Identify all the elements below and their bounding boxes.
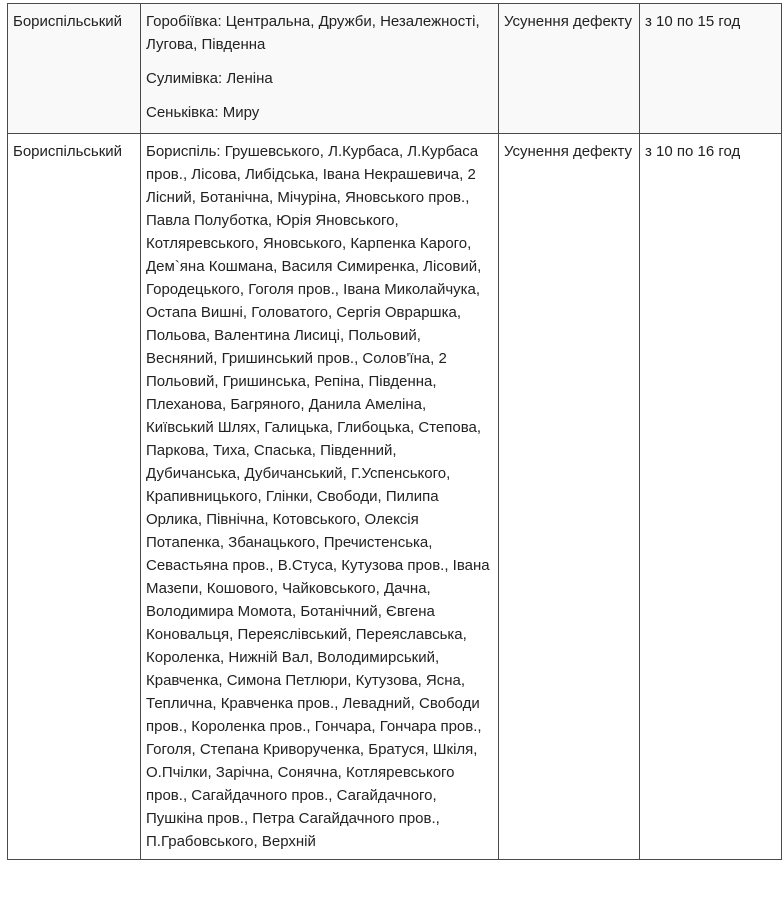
outage-table-container bbox=[7, 3, 781, 860]
table-row bbox=[8, 134, 782, 860]
table-row bbox=[8, 4, 782, 134]
locality-streets: Сулимівка: Леніна bbox=[146, 70, 273, 87]
streets-cell bbox=[141, 4, 499, 134]
time-cell: з 10 по 15 год bbox=[640, 4, 782, 134]
time-cell: з 10 по 16 год bbox=[640, 134, 782, 860]
streets-cell bbox=[141, 134, 499, 860]
reason-cell: Усунення дефекту bbox=[499, 4, 640, 134]
district-cell: Бориспільський bbox=[8, 134, 141, 860]
outage-schedule-table bbox=[7, 3, 782, 860]
locality-streets: Сеньківка: Миру bbox=[146, 104, 260, 121]
locality-streets: Бориспіль: Грушевського, Л.Курбаса, Л.Курбаса пров., Лісова, Либідська, Івана Некрашевича, 2 Лісний, Ботанічна, Мічуріна, Яновського пров., Павла Полуботка, Юрія Яновського, Котляревського, Яновського, Карпенка Карого, Дем`яна Кошмана, Василя Симиренка, Лісовий, Городецького, Гоголя пров., Івана Миколайчука, Остапа Вишні, Головатого, Сергія Овраршка, Польова, Валентина Лисиці, Польовий, Весняний, Гришинський пров., Солов'їна, 2 Польовий, Гришинська, Репіна, Південна, Плеханова, Багряного, Данила Амеліна, Київський Шлях, Галицька, Глибоцька, Степова, Паркова, Тиха, Спаська, Південний, Дубичанська, Дубичанський, Г.Успенського, Крапивницького, Глінки, Свободи, Пилипа Орлика, Північна, Котовського, Олексія Потапенка, Збанацького, Пречистенська, Севастьяна пров., В.Стуса, Кутузова пров., Івана Мазепи, Кошового, Чайковського, Дачна, Володимира Момота, Ботанічний, Євгена Коновальця, Переяслівський, Переяславська, Короленка, Нижній Вал, Володимирський, Кравченка, Симона Петлюри, Кутузова, Ясна, Теплична, Кравченка пров., Левадний, Свободи пров., Короленка пров., Гончара, Гончара пров., Гоголя, Степана Криворученка, Братуся, Шкіля, О.Пчілки, Зарічна, Сонячна, Котляревського пров., Сагайдачного пров., Сагайдачного, Пушкіна пров., Петра Сагайдачного пров., П.Грабовського, Верхній bbox=[146, 143, 490, 850]
district-cell: Бориспільський bbox=[8, 4, 141, 134]
reason-cell: Усунення дефекту bbox=[499, 134, 640, 860]
locality-streets: Горобіївка: Центральна, Дружби, Незалежності, Лугова, Південна bbox=[146, 13, 480, 53]
